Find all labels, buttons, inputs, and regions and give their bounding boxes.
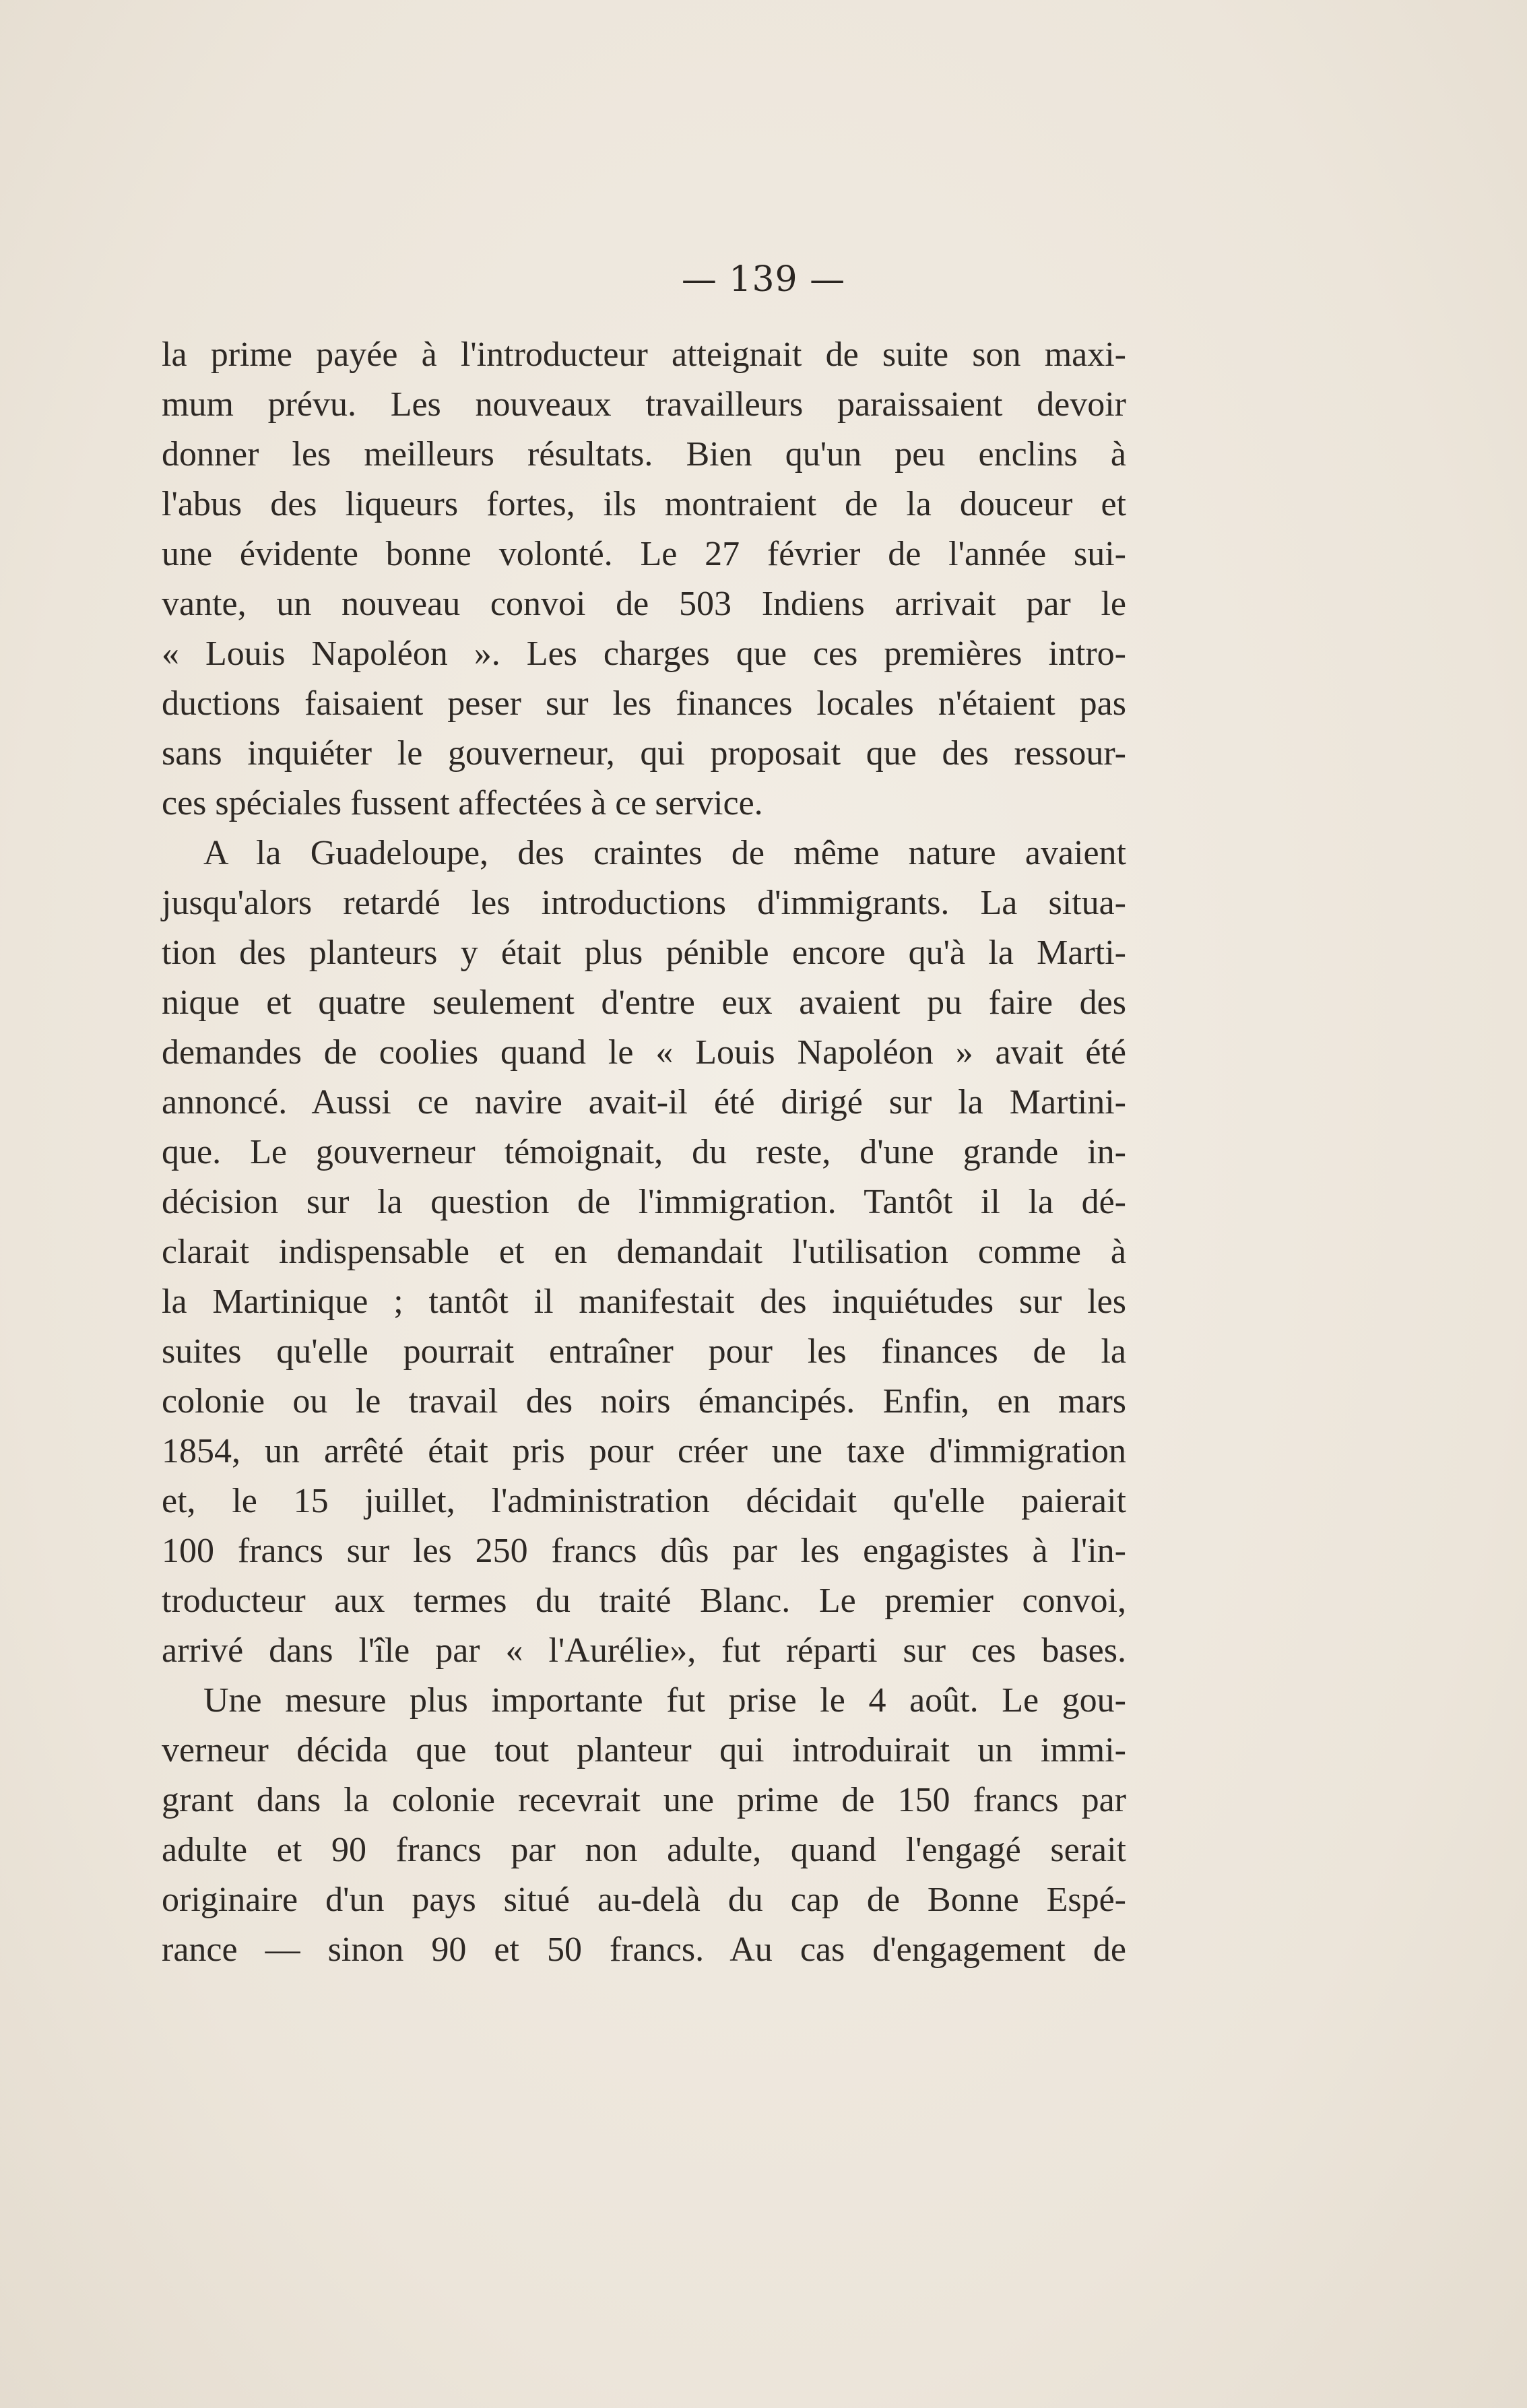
- page-number: — 139 —: [681, 259, 846, 300]
- text-line: demandes de coolies quand le « Louis Napoléon » avait été: [162, 1033, 1126, 1072]
- text-line: colonie ou le travail des noirs émancipés. Enfin, en mars: [162, 1382, 1126, 1421]
- text-line: clarait indispensable et en demandait l'utilisation comme à: [162, 1233, 1126, 1271]
- text-line: que. Le gouverneur témoignait, du reste, d'une grande in-: [162, 1133, 1126, 1171]
- text-line: adulte et 90 francs par non adulte, quand l'engagé serait: [162, 1831, 1126, 1869]
- text-line: tion des planteurs y était plus pénible encore qu'à la Marti-: [162, 934, 1126, 972]
- text-line: rance — sinon 90 et 50 francs. Au cas d'engagement de: [162, 1930, 1126, 1969]
- text-line: mum prévu. Les nouveaux travailleurs paraissaient devoir: [162, 385, 1126, 424]
- paragraph-2: [162, 828, 1126, 1676]
- text-line: suites qu'elle pourrait entraîner pour les finances de la: [162, 1332, 1126, 1371]
- text-line: troducteur aux termes du traité Blanc. Le premier convoi,: [162, 1582, 1126, 1620]
- text-line: ductions faisaient peser sur les finances locales n'étaient pas: [162, 684, 1126, 723]
- text-line: verneur décida que tout planteur qui introduirait un immi-: [162, 1731, 1126, 1769]
- text-line: une évidente bonne volonté. Le 27 février de l'année sui-: [162, 535, 1126, 573]
- paragraph-3: [162, 1676, 1126, 1975]
- text-line: la prime payée à l'introducteur atteignait de suite son maxi-: [162, 335, 1126, 374]
- text-line: jusqu'alors retardé les introductions d'immigrants. La situa-: [162, 884, 1126, 922]
- text-line: donner les meilleurs résultats. Bien qu'un peu enclins à: [162, 435, 1126, 474]
- text-line: vante, un nouveau convoi de 503 Indiens arrivait par le: [162, 585, 1126, 623]
- text-line: 1854, un arrêté était pris pour créer une taxe d'immigration: [162, 1432, 1126, 1470]
- text-line: « Louis Napoléon ». Les charges que ces premières intro-: [162, 634, 1126, 673]
- text-line: la Martinique ; tantôt il manifestait des inquiétudes sur les: [162, 1282, 1126, 1321]
- text-line: nique et quatre seulement d'entre eux avaient pu faire des: [162, 983, 1126, 1022]
- paragraph-1: [162, 330, 1126, 828]
- text-line: et, le 15 juillet, l'administration décidait qu'elle paierait: [162, 1482, 1126, 1520]
- text-line: annoncé. Aussi ce navire avait-il été dirigé sur la Martini-: [162, 1083, 1126, 1121]
- text-line: originaire d'un pays situé au-delà du cap de Bonne Espé-: [162, 1881, 1126, 1919]
- text-line: décision sur la question de l'immigration. Tantôt il la dé-: [162, 1183, 1126, 1221]
- text-line: ces spéciales fussent affectées à ce service.: [162, 784, 763, 822]
- text-line: arrivé dans l'île par « l'Aurélie», fut réparti sur ces bases.: [162, 1631, 1126, 1670]
- text-line: 100 francs sur les 250 francs dûs par les engagistes à l'in-: [162, 1532, 1126, 1570]
- text-line: sans inquiéter le gouverneur, qui proposait que des ressour-: [162, 734, 1126, 773]
- text-line: A la Guadeloupe, des craintes de même nature avaient: [203, 834, 1126, 872]
- text-line: Une mesure plus importante fut prise le 4 août. Le gou-: [203, 1681, 1126, 1720]
- text-line: l'abus des liqueurs fortes, ils montraient de la douceur et: [162, 485, 1126, 523]
- body-text: [162, 330, 1126, 1975]
- text-line: grant dans la colonie recevrait une prime de 150 francs par: [162, 1781, 1126, 1819]
